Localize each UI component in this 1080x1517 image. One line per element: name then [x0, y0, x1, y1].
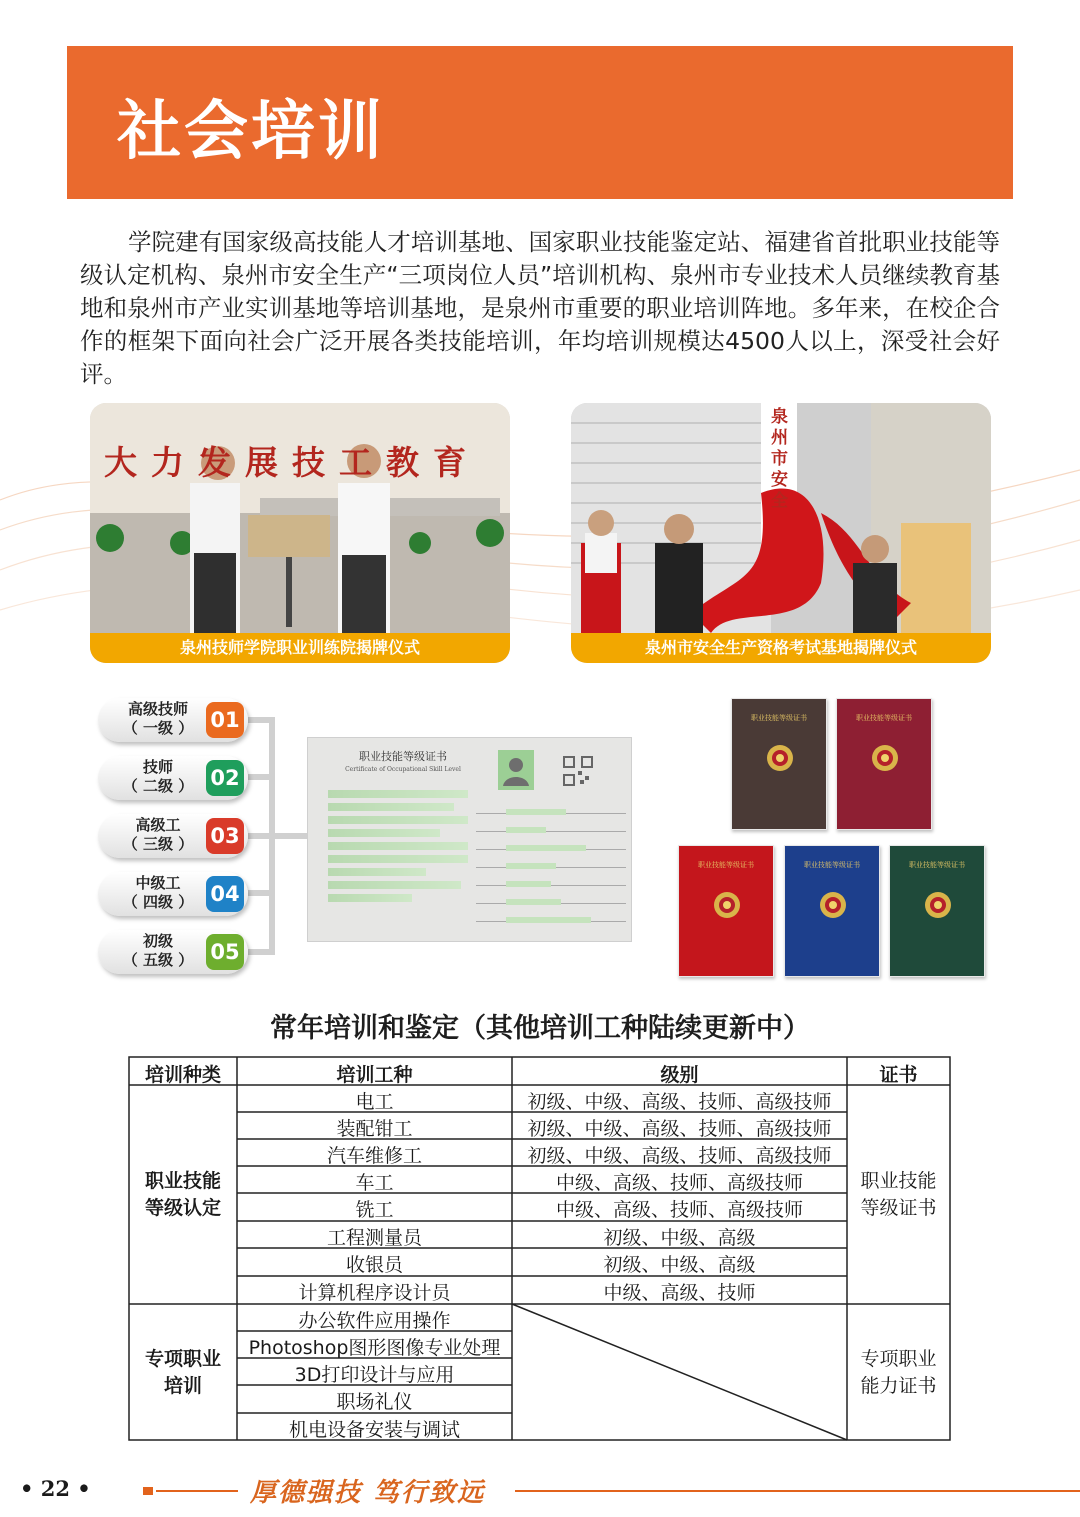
table-row-trade: 3D打印设计与应用 [294, 1364, 455, 1386]
level-item-senior-worker [98, 814, 248, 858]
table-header-trade: 培训工种 [336, 1064, 413, 1086]
table-row-trade: 工程测量员 [326, 1227, 422, 1249]
page-number: • 22 • [20, 1476, 91, 1501]
table-certificate-cell: 专项职业 能力证书 [860, 1348, 937, 1397]
photo-sign-text: 泉州市安全 [771, 407, 788, 511]
level-number-badge: 02 [206, 760, 244, 796]
book-title: 职业技能等级证书 [698, 861, 754, 869]
qr-code-icon [563, 756, 593, 786]
table-row-trade: Photoshop图形图像专业处理 [248, 1337, 501, 1359]
photo-banner-text: 大力发展技工教育 [104, 443, 480, 482]
table-row-level: 初级、中级、高级 [603, 1254, 756, 1276]
table-title: 常年培训和鉴定（其他培训工种陆续更新中） [270, 1013, 810, 1044]
table-row-level: 初级、中级、高级、技师、高级技师 [527, 1091, 832, 1113]
avatar-icon [498, 750, 534, 790]
table-row-level: 初级、中级、高级、技师、高级技师 [527, 1118, 832, 1140]
photo-safety-exam-base [571, 403, 991, 663]
level-item-senior-technician [98, 698, 248, 742]
intro-paragraph: 学院建有国家级高技能人才培训基地、国家职业技能鉴定站、福建省首批职业技能等级认定机构、泉州市安全生产“三项岗位人员”培训机构、泉州市专业技术人员继续教育基地和泉州市产业实训基地等培训基地，是泉州市重要的职业培训阵地。多年来，在校企合作的框架下面向社会广泛开展各类技能培训，年均培训规模达4500人以上，深受社会好评。 [80, 228, 1000, 388]
level-item-technician [98, 756, 248, 800]
table-row-trade: 电工 [355, 1091, 394, 1113]
table-category-cell: 职业技能 等级认定 [144, 1170, 221, 1219]
table-certificate-cell: 职业技能 等级证书 [860, 1170, 937, 1219]
certificate-fields [476, 800, 626, 926]
level-item-intermediate-worker [98, 872, 248, 916]
book-title: 职业技能等级证书 [751, 714, 807, 722]
table-row-trade: 收银员 [345, 1254, 403, 1276]
emblem-icon [923, 890, 953, 920]
photo-training-institute [90, 403, 510, 663]
table-row-trade: 办公软件应用操作 [298, 1310, 451, 1332]
certificate-subtitle: Certificate of Occupational Skill Level [345, 766, 461, 773]
table-row-level: 中级、高级、技师、高级技师 [555, 1172, 803, 1194]
table-row-trade: 汽车维修工 [326, 1145, 422, 1167]
level-label: 高级技师 （ 一级 ） [122, 700, 194, 737]
table-row-level: 中级、高级、技师、高级技师 [555, 1199, 803, 1221]
level-label: 中级工 （ 四级 ） [122, 874, 194, 911]
level-item-junior [98, 930, 248, 974]
table-category-cell: 专项职业 培训 [144, 1348, 221, 1397]
table-row-trade: 职场礼仪 [336, 1391, 413, 1413]
table-row-trade: 计算机程序设计员 [298, 1282, 451, 1304]
footer-motto: 厚德强技 笃行致远 [250, 1478, 486, 1508]
emblem-icon [818, 890, 848, 920]
table-row-level: 中级、高级、技师 [603, 1282, 756, 1304]
level-label: 高级工 （ 三级 ） [122, 816, 194, 853]
certificate-book [784, 845, 880, 977]
level-number-badge: 04 [206, 876, 244, 912]
certificate-book [836, 698, 932, 830]
emblem-icon [712, 890, 742, 920]
table-row-trade: 装配钳工 [336, 1118, 413, 1140]
table-row-level: 初级、中级、高级 [603, 1227, 756, 1249]
table-header-level: 级别 [660, 1064, 699, 1086]
table-row-trade: 铣工 [355, 1199, 394, 1221]
book-title: 职业技能等级证书 [804, 861, 860, 869]
emblem-icon [765, 743, 795, 773]
page-title: 社会培训 [117, 94, 385, 169]
certificate-body-text [328, 790, 468, 907]
table-row-trade: 车工 [355, 1172, 394, 1194]
level-number-badge: 01 [206, 702, 244, 738]
level-label: 技师 （ 二级 ） [122, 758, 194, 795]
level-number-badge: 03 [206, 818, 244, 854]
certificate-book [678, 845, 774, 977]
photo-caption: 泉州市安全生产资格考试基地揭牌仪式 [571, 633, 991, 663]
table-row-level: 初级、中级、高级、技师、高级技师 [527, 1145, 832, 1167]
level-label: 初级 （ 五级 ） [122, 932, 194, 969]
level-number-badge: 05 [206, 934, 244, 970]
certificate-book [731, 698, 827, 830]
photo-caption: 泉州技师学院职业训练院揭牌仪式 [90, 633, 510, 663]
certificate-book [889, 845, 985, 977]
emblem-icon [870, 743, 900, 773]
certificate-sample [307, 737, 632, 942]
table-header-category: 培训种类 [144, 1064, 221, 1086]
book-title: 职业技能等级证书 [856, 714, 912, 722]
table-row-trade: 机电设备安装与调试 [288, 1419, 460, 1441]
book-title: 职业技能等级证书 [909, 861, 965, 869]
certificate-title: 职业技能等级证书 [359, 750, 447, 763]
table-header-certificate: 证书 [879, 1064, 918, 1086]
title-banner [67, 46, 1013, 199]
